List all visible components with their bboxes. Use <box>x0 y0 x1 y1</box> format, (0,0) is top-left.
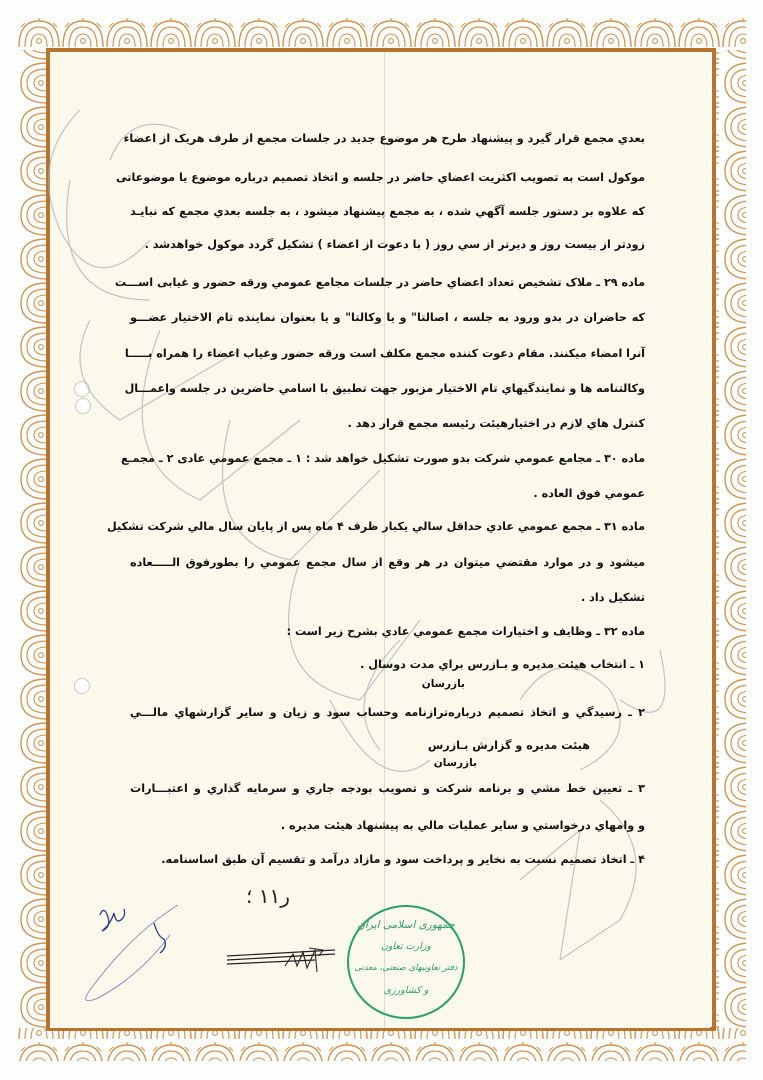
document-paper <box>50 52 710 1028</box>
stamp-line: جمهوری اسلامی ایران <box>357 919 455 931</box>
article-31-line: ماده ۳۱ ـ مجمع عمومي عادي حداقل سالي يکبار ظرف ۴ ماه پس از پايان سال مالي شرکت تشکيل <box>107 520 645 533</box>
signature-center <box>225 938 345 978</box>
document-line: موکول است به تصويب اکثريت اعضاي حاضر در جلسه و اتخاذ تصميم درباره موضوع يا موضوعاتی <box>115 171 645 184</box>
article-29-line: ماده ۲۹ ـ ملاک تشخيص تعداد اعضاي حاضر در جلسات مجامع عمومي ورقه حضور و غيابی اســـت <box>114 276 645 289</box>
punch-hole <box>74 678 90 694</box>
list-item-2: ۲ ـ رسيدگي و اتخاذ تصميم دربارەترازنامه وحساب سود و زيان و ساير گزارشهاي مالـــي <box>130 706 645 719</box>
document-line: و وامهاي درخواستي و ساير عمليات مالي به پيشنهاد هيئت مديره . <box>280 819 645 832</box>
page-mark: ر۱۱ ؛ <box>246 884 290 908</box>
document-line: که حاضران در بدو ورود به جلسه ، اصالتا" و يا وکالتا" و يا بعنوان نماينده تام الاختيار عضـــو <box>130 311 645 324</box>
fold-line <box>384 52 385 1028</box>
document-line: عمومي فوق العاده . <box>533 487 645 500</box>
punch-hole <box>75 398 91 414</box>
stamp-line: و کشاورزی <box>383 985 429 996</box>
document-line: آنرا امضاء ميکنند. مقام دعوت کننده مجمع مکلف است ورقه حضور وغياب اعضاء را همراه بـــــا <box>124 347 645 360</box>
list-item-4: ۴ ـ اتخاذ تصميم نسبت به نخاير و پرداخت سود و مازاد درآمد و تقسيم آن طبق اساسنامه. <box>161 853 645 866</box>
document-line: وکالتنامه ها و نمايندگيهاي تام الاختيار مزبور جهت تطبيق با اسامي حاضرين در جلسه واعمـــال <box>124 382 645 395</box>
punch-hole <box>74 381 90 397</box>
stamp-line: دفتر تعاونیهای صنعتی، معدنی <box>354 963 458 973</box>
document-line: ميشود و در موارد مقتضي ميتوان در هر وقع از سال مجمع عمومي را بطورفوق الـــــعاده <box>130 556 645 569</box>
list-item-3: ۳ ـ تعيين خط مشي و برنامه شرکت و تصويب بودجه جاري و سرمايه گذاري و اعتبـــارات <box>130 782 645 795</box>
article-32-line: ماده ۳۲ ـ وظايف و اختيارات مجمع عمومي عادي بشرح زير است : <box>286 625 645 638</box>
list-item-1: ۱ ـ انتخاب هيئت مديره و بـازرس براي مدت دوسال . <box>360 658 645 671</box>
handwritten-correction: بازرسان <box>421 678 465 690</box>
document-line: که علاوه بر دستور جلسه آگهي شده ، به مجمع پيشنهاد ميشود ، به جلسه بعدي مجمع که نبايـد <box>130 205 645 218</box>
handwritten-correction: بازرسان <box>433 757 477 769</box>
document-line: زودتر از بيست روز و ديرتر از سي روز ( با دعوت از اعضاء ) تشکيل گردد موکول خواهدشد . <box>144 238 645 251</box>
list-item-2-continued: هيئت مديره و گزارش بـازرس <box>427 739 590 752</box>
stamp-line: وزارت تعاون <box>380 941 432 952</box>
document-line: کنترل هاي لازم در اختيارهيئت رئيسه مجمع قرار دهد . <box>347 417 645 430</box>
article-30-line: ماده ۳۰ ـ مجامع عمومي شرکت بدو صورت تشکيل خواهد شد : ۱ ـ مجمع عمومي عادی ۲ ـ مجمـع <box>121 452 645 465</box>
document-line: بعدي مجمع قرار گيرد و پيشنهاد طرح هر موضوع جديد در جلسات مجمع از طرف هريک از اعضاء <box>123 132 645 145</box>
document-line: تشکيل داد . <box>580 591 645 604</box>
official-stamp <box>345 903 467 1021</box>
signature-left <box>70 895 190 1015</box>
